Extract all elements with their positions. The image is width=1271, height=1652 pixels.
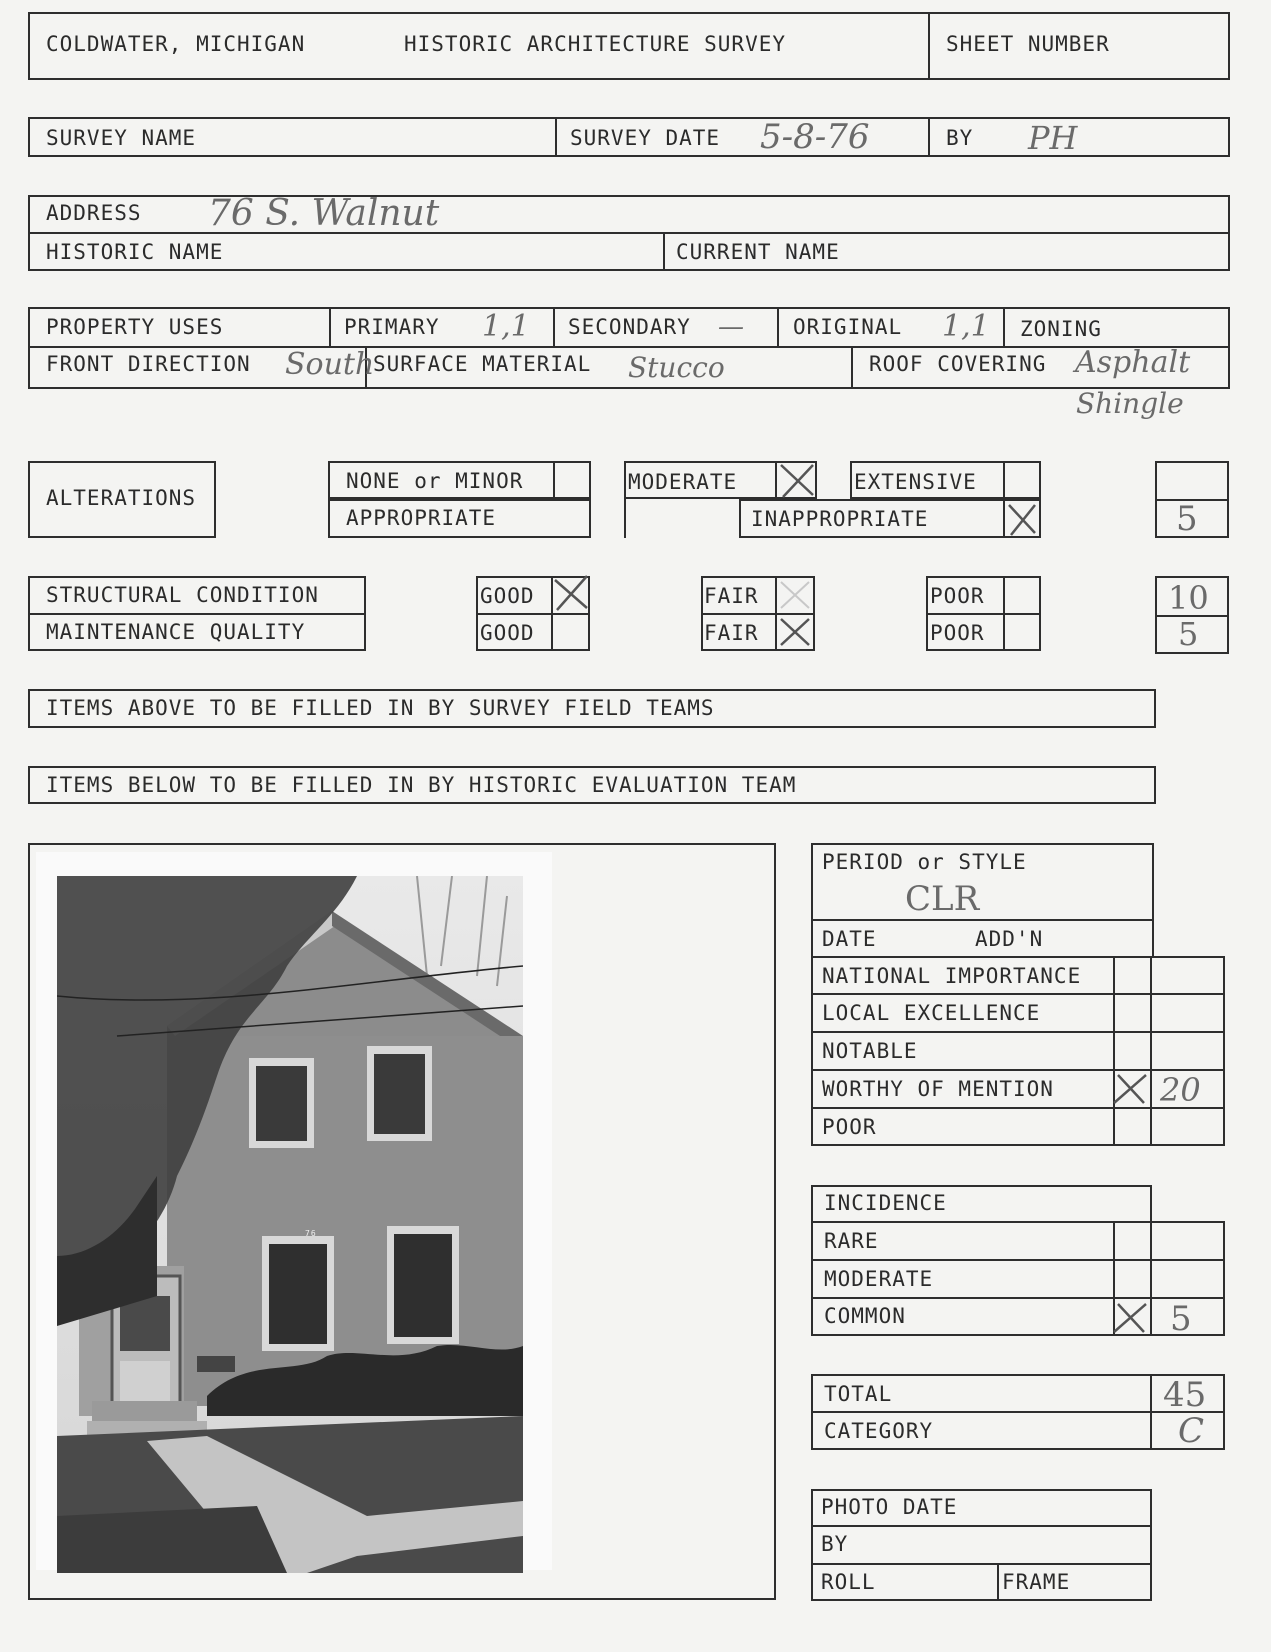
category-label: CATEGORY <box>824 1419 934 1443</box>
secondary-label: SECONDARY <box>568 315 691 339</box>
notable-label: NOTABLE <box>822 1039 918 1063</box>
incidence-row-1 <box>811 1259 1225 1261</box>
house-number-plate: 76 <box>305 1229 317 1238</box>
importance-row-1 <box>811 993 1225 995</box>
frame-label: FRAME <box>1002 1570 1071 1594</box>
photo-area-right <box>774 843 776 1600</box>
survey-date-label: SURVEY DATE <box>570 126 721 150</box>
property-divider-6 <box>851 346 853 389</box>
property-divider-h <box>28 346 1230 348</box>
inappropriate-check-mark <box>1005 501 1039 537</box>
national-importance-label: NATIONAL IMPORTANCE <box>822 964 1082 988</box>
survey-by-label: BY <box>946 126 974 150</box>
extensive-label: EXTENSIVE <box>854 470 977 494</box>
note-above: ITEMS ABOVE TO BE FILLED IN BY SURVEY FIELD TEAMS <box>46 696 715 720</box>
header-divider <box>928 12 930 80</box>
worthy-of-mention-label: WORTHY OF MENTION <box>822 1077 1054 1101</box>
survey-name-label: SURVEY NAME <box>46 126 197 150</box>
incidence-divider-2 <box>1150 1221 1152 1336</box>
appropriate-label: APPROPRIATE <box>346 506 497 530</box>
rare-label: RARE <box>824 1229 879 1253</box>
survey-by-value: PH <box>1028 119 1078 157</box>
incidence-row-2 <box>811 1297 1225 1299</box>
roof-covering-value-1: Asphalt <box>1075 345 1191 380</box>
total-value: 45 <box>1163 1375 1207 1415</box>
primary-label: PRIMARY <box>344 315 440 339</box>
original-label: ORIGINAL <box>793 315 903 339</box>
front-direction-label: FRONT DIRECTION <box>46 352 251 376</box>
incidence-moderate-label: MODERATE <box>824 1267 934 1291</box>
importance-row-2 <box>811 1031 1225 1033</box>
condition-label-divider <box>28 613 366 615</box>
survey-divider-1 <box>555 117 557 157</box>
city-label: COLDWATER, MICHIGAN <box>46 32 306 56</box>
property-divider-4 <box>1003 307 1005 346</box>
original-value: 1,1 <box>942 309 990 344</box>
maintenance-fair-check-mark <box>777 615 813 649</box>
addn-label: ADD'N <box>975 927 1044 951</box>
survey-date-value: 5-8-76 <box>760 117 870 157</box>
address-label: ADDRESS <box>46 201 142 225</box>
structural-fair-erased-mark <box>777 578 813 612</box>
common-check-mark <box>1110 1300 1150 1336</box>
historic-name-label: HISTORIC NAME <box>46 240 224 264</box>
photo-date-label: PHOTO DATE <box>821 1495 958 1519</box>
worthy-score: 20 <box>1160 1071 1201 1109</box>
photo-info-row-1 <box>811 1525 1152 1527</box>
extensive-check-divider <box>1003 461 1005 499</box>
poor-label: POOR <box>822 1115 877 1139</box>
moderate-check-mark <box>777 461 817 499</box>
house-photo <box>57 876 523 1573</box>
photo-info-row-2 <box>811 1563 1152 1565</box>
photo-by-label: BY <box>821 1532 849 1556</box>
local-excellence-label: LOCAL EXCELLENCE <box>822 1001 1041 1025</box>
structural-good-check-mark <box>551 574 591 614</box>
moderate-stem <box>624 499 626 538</box>
maintenance-good-label: GOOD <box>480 621 535 645</box>
period-divider <box>811 919 1154 921</box>
property-uses-label: PROPERTY USES <box>46 315 224 339</box>
structural-condition-label: STRUCTURAL CONDITION <box>46 583 319 607</box>
note-below: ITEMS BELOW TO BE FILLED IN BY HISTORIC EVALUATION TEAM <box>46 773 797 797</box>
property-divider-1 <box>329 307 331 346</box>
current-name-label: CURRENT NAME <box>676 240 840 264</box>
photo-area-bottom <box>28 1598 774 1600</box>
survey-title: HISTORIC ARCHITECTURE SURVEY <box>404 32 787 56</box>
category-value: C <box>1178 1411 1205 1451</box>
alterations-label: ALTERATIONS <box>46 486 197 510</box>
structural-score: 10 <box>1168 579 1209 617</box>
alterations-score: 5 <box>1176 499 1198 539</box>
structural-good-label: GOOD <box>480 584 535 608</box>
maintenance-fair-label: FAIR <box>704 621 759 645</box>
survey-divider-2 <box>928 117 930 157</box>
structural-poor-label: POOR <box>930 584 985 608</box>
worthy-check-mark <box>1110 1071 1150 1107</box>
importance-divider-1 <box>1113 956 1115 1146</box>
maintenance-poor-label: POOR <box>930 621 985 645</box>
total-label: TOTAL <box>824 1382 893 1406</box>
surface-material-label: SURFACE MATERIAL <box>373 352 592 376</box>
maintenance-quality-label: MAINTENANCE QUALITY <box>46 620 306 644</box>
photo-area-top <box>28 843 774 845</box>
secondary-value: — <box>718 312 744 342</box>
structural-fair-label: FAIR <box>704 584 759 608</box>
maintenance-score: 5 <box>1178 615 1199 653</box>
period-style-label: PERIOD or STYLE <box>822 850 1027 874</box>
zoning-label: ZONING <box>1020 317 1102 341</box>
surface-material-value: Stucco <box>628 351 725 384</box>
property-divider-3 <box>777 307 779 346</box>
roof-covering-label: ROOF COVERING <box>869 352 1047 376</box>
totals-divider-v <box>1150 1374 1152 1450</box>
date-label: DATE <box>822 927 877 951</box>
poor-divider-h <box>926 613 1041 615</box>
roll-label: ROLL <box>821 1570 876 1594</box>
period-style-value: CLR <box>905 879 980 919</box>
poor-divider-v <box>1003 576 1005 651</box>
front-direction-value: South <box>285 347 375 382</box>
incidence-label: INCIDENCE <box>824 1191 947 1215</box>
common-label: COMMON <box>824 1304 906 1328</box>
common-score: 5 <box>1170 1299 1192 1339</box>
none-minor-check-divider <box>553 461 555 499</box>
address-divider-v <box>663 232 665 271</box>
sheet-number-label: SHEET NUMBER <box>946 32 1110 56</box>
importance-divider-2 <box>1150 956 1152 1146</box>
photo-info-divider-v <box>997 1563 999 1601</box>
primary-value: 1,1 <box>482 309 530 344</box>
roof-covering-value-2: Shingle <box>1076 387 1184 420</box>
address-value: 76 S. Walnut <box>208 193 440 234</box>
moderate-label: MODERATE <box>628 470 738 494</box>
photo-area-left <box>28 843 30 1600</box>
property-divider-2 <box>553 307 555 346</box>
inappropriate-label: INAPPROPRIATE <box>751 507 929 531</box>
none-minor-label: NONE or MINOR <box>346 469 524 493</box>
